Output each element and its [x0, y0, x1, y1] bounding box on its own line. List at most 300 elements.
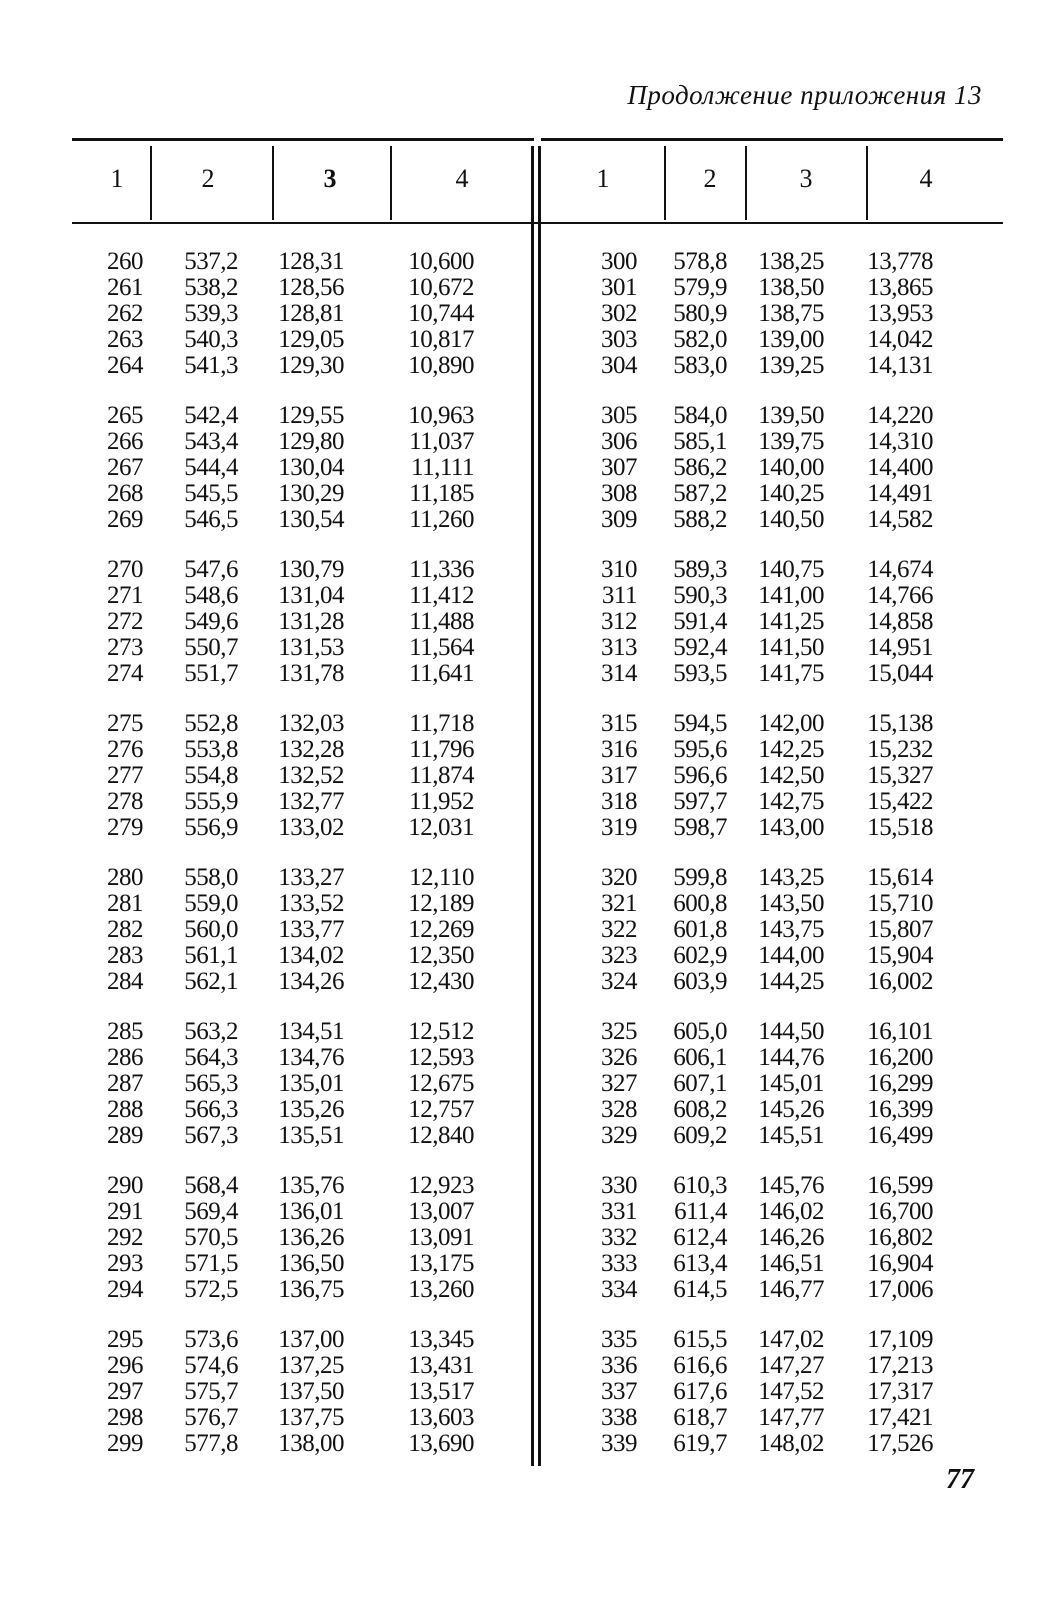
table-row	[541, 1045, 1003, 1071]
table-cell-col-1: 324	[601, 968, 637, 995]
table-row	[0, 557, 530, 583]
table-cell-col-1: 312	[601, 608, 637, 635]
table-cell-col-3: 136,26	[278, 1224, 344, 1251]
table-cell-col-4: 15,807	[867, 916, 933, 943]
table-row	[0, 917, 530, 943]
table-cell-col-3: 138,25	[758, 248, 824, 275]
table-cell-col-1: 300	[601, 248, 637, 275]
table-row	[541, 943, 1003, 969]
table-row	[0, 891, 530, 917]
table-cell-col-1: 283	[107, 942, 143, 969]
table-cell-col-1: 311	[601, 582, 637, 609]
table-row	[0, 1251, 530, 1277]
table-cell-col-3: 129,05	[278, 326, 344, 353]
table-cell-col-1: 330	[601, 1172, 637, 1199]
table-cell-col-1: 337	[601, 1378, 637, 1405]
table-cell-col-1: 295	[107, 1326, 143, 1353]
table-row	[541, 635, 1003, 661]
table-cell-col-4: 12,512	[408, 1018, 474, 1045]
center-double-rule-a	[531, 146, 534, 1466]
table-cell-col-3: 139,00	[758, 326, 824, 353]
table-row	[541, 711, 1003, 737]
table-cell-col-2: 558,0	[184, 864, 238, 891]
table-cell-col-3: 147,52	[758, 1378, 824, 1405]
table-row	[0, 507, 530, 533]
table-cell-col-4: 12,110	[409, 864, 474, 891]
row-group	[0, 557, 530, 687]
table-cell-col-3: 139,75	[758, 428, 824, 455]
table-cell-col-2: 552,8	[184, 710, 238, 737]
right-table-body	[541, 249, 1003, 1481]
table-cell-col-1: 282	[107, 916, 143, 943]
table-cell-col-2: 539,3	[184, 300, 238, 327]
table-cell-col-2: 601,8	[673, 916, 727, 943]
table-cell-col-3: 141,00	[758, 582, 824, 609]
row-group	[0, 1019, 530, 1149]
table-row	[0, 275, 530, 301]
table-cell-col-3: 142,00	[758, 710, 824, 737]
table-cell-col-4: 14,582	[867, 506, 933, 533]
table-row	[541, 1123, 1003, 1149]
table-cell-col-4: 17,526	[867, 1430, 933, 1457]
table-cell-col-1: 303	[601, 326, 637, 353]
table-row	[0, 1225, 530, 1251]
table-cell-col-2: 584,0	[673, 402, 727, 429]
table-cell-col-4: 10,817	[408, 326, 474, 353]
table-cell-col-3: 144,00	[758, 942, 824, 969]
table-cell-col-2: 607,1	[673, 1070, 727, 1097]
table-cell-col-4: 14,042	[867, 326, 933, 353]
table-cell-col-3: 130,29	[278, 480, 344, 507]
table-cell-col-3: 136,75	[278, 1276, 344, 1303]
table-cell-col-4: 11,952	[409, 788, 474, 815]
table-cell-col-2: 571,5	[184, 1250, 238, 1277]
table-cell-col-2: 546,5	[184, 506, 238, 533]
table-cell-col-2: 614,5	[673, 1276, 727, 1303]
table-cell-col-1: 336	[601, 1352, 637, 1379]
header-col-2-right: 2	[703, 164, 717, 193]
table-cell-col-3: 137,75	[278, 1404, 344, 1431]
table-cell-col-1: 263	[107, 326, 143, 353]
table-cell-col-4: 13,778	[867, 248, 933, 275]
table-cell-col-4: 16,399	[867, 1096, 933, 1123]
table-row	[0, 327, 530, 353]
table-cell-col-4: 11,874	[409, 762, 474, 789]
table-row	[541, 763, 1003, 789]
table-cell-col-2: 566,3	[184, 1096, 238, 1123]
table-cell-col-4: 12,350	[408, 942, 474, 969]
table-row	[0, 1405, 530, 1431]
table-row	[0, 1019, 530, 1045]
table-cell-col-3: 129,30	[278, 352, 344, 379]
table-cell-col-2: 541,3	[184, 352, 238, 379]
table-cell-col-3: 139,50	[758, 402, 824, 429]
table-row	[0, 429, 530, 455]
table-cell-col-3: 132,28	[278, 736, 344, 763]
table-cell-col-1: 277	[107, 762, 143, 789]
table-cell-col-1: 271	[107, 582, 143, 609]
table-cell-col-1: 280	[107, 864, 143, 891]
table-cell-col-3: 132,77	[278, 788, 344, 815]
table-cell-col-2: 613,4	[673, 1250, 727, 1277]
table-row	[541, 1379, 1003, 1405]
table-cell-col-3: 141,75	[758, 660, 824, 687]
table-cell-col-3: 131,78	[278, 660, 344, 687]
table-cell-col-1: 331	[601, 1198, 637, 1225]
table-cell-col-4: 11,185	[409, 480, 474, 507]
table-cell-col-2: 537,2	[184, 248, 238, 275]
table-cell-col-2: 582,0	[673, 326, 727, 353]
header-col-3-right: 3	[799, 164, 813, 193]
table-cell-col-1: 286	[107, 1044, 143, 1071]
table-cell-col-3: 141,25	[758, 608, 824, 635]
table-cell-col-1: 272	[107, 608, 143, 635]
table-cell-col-2: 606,1	[673, 1044, 727, 1071]
table-cell-col-1: 275	[107, 710, 143, 737]
table-cell-col-3: 131,28	[278, 608, 344, 635]
table-cell-col-4: 11,037	[409, 428, 474, 455]
table-row	[541, 583, 1003, 609]
table-row	[0, 1123, 530, 1149]
table-row	[541, 1097, 1003, 1123]
table-cell-col-1: 326	[601, 1044, 637, 1071]
table-cell-col-2: 605,0	[673, 1018, 727, 1045]
table-row	[541, 1431, 1003, 1457]
table-cell-col-2: 602,9	[673, 942, 727, 969]
table-cell-col-2: 545,5	[184, 480, 238, 507]
header-col-2-left: 2	[201, 164, 215, 193]
table-cell-col-4: 14,310	[867, 428, 933, 455]
table-cell-col-2: 597,7	[673, 788, 727, 815]
table-cell-col-3: 142,75	[758, 788, 824, 815]
table-cell-col-4: 10,744	[408, 300, 474, 327]
table-cell-col-3: 135,51	[278, 1122, 344, 1149]
row-group	[541, 403, 1003, 533]
table-cell-col-2: 572,5	[184, 1276, 238, 1303]
table-cell-col-1: 328	[601, 1096, 637, 1123]
table-cell-col-2: 563,2	[184, 1018, 238, 1045]
table-cell-col-1: 339	[601, 1430, 637, 1457]
table-cell-col-2: 599,8	[673, 864, 727, 891]
table-cell-col-2: 588,2	[673, 506, 727, 533]
table-cell-col-4: 13,603	[408, 1404, 474, 1431]
table-cell-col-3: 140,25	[758, 480, 824, 507]
table-cell-col-2: 618,7	[673, 1404, 727, 1431]
table-cell-col-1: 323	[601, 942, 637, 969]
header-col-4-right: 4	[919, 164, 933, 193]
table-cell-col-3: 133,77	[278, 916, 344, 943]
table-cell-col-1: 327	[601, 1070, 637, 1097]
table-cell-col-1: 287	[107, 1070, 143, 1097]
table-cell-col-4: 13,953	[867, 300, 933, 327]
table-row	[541, 1277, 1003, 1303]
table-cell-col-2: 589,3	[673, 556, 727, 583]
table-row	[541, 1405, 1003, 1431]
table-cell-col-3: 147,02	[758, 1326, 824, 1353]
table-cell-col-2: 547,6	[184, 556, 238, 583]
table-cell-col-2: 575,7	[184, 1378, 238, 1405]
table-cell-col-2: 555,9	[184, 788, 238, 815]
table-cell-col-3: 145,26	[758, 1096, 824, 1123]
table-cell-col-3: 132,52	[278, 762, 344, 789]
table-cell-col-4: 16,299	[867, 1070, 933, 1097]
table-cell-col-1: 288	[107, 1096, 143, 1123]
table-cell-col-2: 544,4	[184, 454, 238, 481]
table-cell-col-4: 16,101	[867, 1018, 933, 1045]
table-cell-col-1: 265	[107, 402, 143, 429]
table-row	[541, 1199, 1003, 1225]
row-group	[0, 1173, 530, 1303]
table-cell-col-3: 145,51	[758, 1122, 824, 1149]
table-cell-col-1: 332	[601, 1224, 637, 1251]
table-row	[0, 455, 530, 481]
table-cell-col-4: 12,269	[408, 916, 474, 943]
table-cell-col-3: 142,25	[758, 736, 824, 763]
table-cell-col-2: 609,2	[673, 1122, 727, 1149]
table-cell-col-3: 129,55	[278, 402, 344, 429]
table-cell-col-1: 302	[601, 300, 637, 327]
table-row	[541, 1173, 1003, 1199]
table-cell-col-1: 266	[107, 428, 143, 455]
table-cell-col-2: 538,2	[184, 274, 238, 301]
table-cell-col-4: 16,002	[867, 968, 933, 995]
row-group	[0, 249, 530, 379]
table-cell-col-2: 574,6	[184, 1352, 238, 1379]
table-cell-col-3: 145,01	[758, 1070, 824, 1097]
table-cell-col-2: 564,3	[184, 1044, 238, 1071]
table-cell-col-4: 14,951	[867, 634, 933, 661]
table-cell-col-4: 13,007	[408, 1198, 474, 1225]
table-cell-col-3: 139,25	[758, 352, 824, 379]
table-row	[541, 455, 1003, 481]
table-cell-col-2: 580,9	[673, 300, 727, 327]
table-cell-col-4: 17,109	[867, 1326, 933, 1353]
table-row	[541, 661, 1003, 687]
table-cell-col-3: 128,81	[278, 300, 344, 327]
table-cell-col-3: 138,75	[758, 300, 824, 327]
table-row	[541, 737, 1003, 763]
table-cell-col-4: 15,422	[867, 788, 933, 815]
table-cell-col-3: 130,04	[278, 454, 344, 481]
table-cell-col-3: 128,31	[278, 248, 344, 275]
table-cell-col-4: 14,220	[867, 402, 933, 429]
table-cell-col-1: 294	[107, 1276, 143, 1303]
table-row	[0, 711, 530, 737]
table-cell-col-2: 553,8	[184, 736, 238, 763]
table-cell-col-4: 13,345	[408, 1326, 474, 1353]
table-row	[0, 583, 530, 609]
table-cell-col-4: 11,718	[409, 710, 474, 737]
table-row	[0, 1045, 530, 1071]
table-cell-col-1: 317	[601, 762, 637, 789]
table-cell-col-2: 598,7	[673, 814, 727, 841]
table-cell-col-3: 136,01	[278, 1198, 344, 1225]
table-cell-col-3: 143,75	[758, 916, 824, 943]
table-cell-col-4: 13,517	[408, 1378, 474, 1405]
table-cell-col-1: 306	[601, 428, 637, 455]
table-row	[0, 1097, 530, 1123]
header-separator	[272, 146, 274, 220]
table-cell-col-2: 587,2	[673, 480, 727, 507]
table-row	[0, 1379, 530, 1405]
table-cell-col-2: 554,8	[184, 762, 238, 789]
row-group	[541, 1327, 1003, 1457]
table-cell-col-3: 129,80	[278, 428, 344, 455]
table-cell-col-2: 577,8	[184, 1430, 238, 1457]
table-row	[0, 763, 530, 789]
table-cell-col-4: 11,796	[409, 736, 474, 763]
table-cell-col-1: 307	[601, 454, 637, 481]
table-cell-col-3: 134,26	[278, 968, 344, 995]
row-group	[541, 249, 1003, 379]
table-cell-col-3: 144,50	[758, 1018, 824, 1045]
table-cell-col-2: 573,6	[184, 1326, 238, 1353]
table-cell-col-4: 10,600	[408, 248, 474, 275]
table-row	[0, 661, 530, 687]
header-col-3-left: 3	[323, 164, 337, 193]
table-cell-col-3: 138,00	[278, 1430, 344, 1457]
page-number: 77	[946, 1464, 974, 1495]
table-cell-col-1: 296	[107, 1352, 143, 1379]
table-cell-col-2: 600,8	[673, 890, 727, 917]
table-cell-col-4: 16,200	[867, 1044, 933, 1071]
table-row	[0, 1173, 530, 1199]
table-cell-col-3: 130,54	[278, 506, 344, 533]
table-row	[0, 635, 530, 661]
table-cell-col-1: 301	[601, 274, 637, 301]
table-cell-col-4: 10,890	[408, 352, 474, 379]
table-cell-col-1: 325	[601, 1018, 637, 1045]
table-cell-col-2: 560,0	[184, 916, 238, 943]
table-cell-col-3: 137,50	[278, 1378, 344, 1405]
table-row	[541, 789, 1003, 815]
table-cell-col-1: 261	[107, 274, 143, 301]
header-separator	[745, 146, 747, 220]
table-cell-col-2: 578,8	[673, 248, 727, 275]
table-row	[541, 301, 1003, 327]
table-cell-col-3: 134,02	[278, 942, 344, 969]
table-cell-col-4: 11,336	[409, 556, 474, 583]
table-cell-col-3: 130,79	[278, 556, 344, 583]
table-cell-col-1: 334	[601, 1276, 637, 1303]
table-cell-col-4: 16,904	[867, 1250, 933, 1277]
table-row	[0, 481, 530, 507]
table-row	[0, 353, 530, 379]
table-row	[0, 815, 530, 841]
table-cell-col-1: 276	[107, 736, 143, 763]
table-cell-col-2: 611,4	[674, 1198, 727, 1225]
table-cell-col-2: 610,3	[673, 1172, 727, 1199]
table-row	[541, 327, 1003, 353]
table-row	[0, 1071, 530, 1097]
table-cell-col-3: 133,02	[278, 814, 344, 841]
table-cell-col-1: 333	[601, 1250, 637, 1277]
table-cell-col-3: 143,00	[758, 814, 824, 841]
table-row	[541, 1071, 1003, 1097]
table-cell-col-2: 585,1	[673, 428, 727, 455]
table-row	[0, 1353, 530, 1379]
row-group	[0, 1327, 530, 1457]
table-cell-col-3: 146,51	[758, 1250, 824, 1277]
row-group	[541, 1019, 1003, 1149]
table-cell-col-4: 15,327	[867, 762, 933, 789]
table-cell-col-4: 11,564	[409, 634, 474, 661]
table-cell-col-1: 260	[107, 248, 143, 275]
table-cell-col-4: 12,189	[408, 890, 474, 917]
table-cell-col-4: 15,614	[867, 864, 933, 891]
table-cell-col-3: 140,50	[758, 506, 824, 533]
table-row	[0, 1431, 530, 1457]
table-cell-col-2: 615,5	[673, 1326, 727, 1353]
table-cell-col-3: 134,76	[278, 1044, 344, 1071]
table-row	[541, 249, 1003, 275]
table-cell-col-2: 583,0	[673, 352, 727, 379]
table-cell-col-3: 131,53	[278, 634, 344, 661]
top-rule-right	[541, 138, 1003, 141]
table-cell-col-4: 16,700	[867, 1198, 933, 1225]
table-cell-col-1: 268	[107, 480, 143, 507]
table-cell-col-4: 15,710	[867, 890, 933, 917]
table-cell-col-2: 592,4	[673, 634, 727, 661]
table-cell-col-1: 315	[601, 710, 637, 737]
table-cell-col-2: 616,6	[673, 1352, 727, 1379]
table-cell-col-2: 576,7	[184, 1404, 238, 1431]
table-cell-col-4: 16,499	[867, 1122, 933, 1149]
table-cell-col-2: 590,3	[673, 582, 727, 609]
table-row	[541, 891, 1003, 917]
table-row	[541, 275, 1003, 301]
table-row	[541, 609, 1003, 635]
table-cell-col-2: 595,6	[673, 736, 727, 763]
table-cell-col-2: 550,7	[184, 634, 238, 661]
table-row	[0, 403, 530, 429]
table-cell-col-1: 335	[601, 1326, 637, 1353]
table-cell-col-1: 309	[601, 506, 637, 533]
table-cell-col-3: 140,75	[758, 556, 824, 583]
table-row	[541, 865, 1003, 891]
table-cell-col-1: 318	[601, 788, 637, 815]
table-cell-col-2: 543,4	[184, 428, 238, 455]
header-separator	[390, 146, 392, 220]
header-separator	[866, 146, 868, 220]
table-cell-col-1: 316	[601, 736, 637, 763]
table-cell-col-3: 134,51	[278, 1018, 344, 1045]
table-cell-col-2: 608,2	[673, 1096, 727, 1123]
table-cell-col-4: 12,757	[408, 1096, 474, 1123]
table-row	[0, 969, 530, 995]
table-row	[541, 557, 1003, 583]
table-cell-col-2: 548,6	[184, 582, 238, 609]
table-cell-col-1: 273	[107, 634, 143, 661]
table-row	[541, 1327, 1003, 1353]
table-cell-col-1: 270	[107, 556, 143, 583]
table-row	[541, 1225, 1003, 1251]
left-table-body	[0, 249, 530, 1481]
table-cell-col-3: 135,26	[278, 1096, 344, 1123]
table-row	[541, 353, 1003, 379]
table-cell-col-3: 135,76	[278, 1172, 344, 1199]
table-cell-col-3: 146,02	[758, 1198, 824, 1225]
table-cell-col-3: 144,25	[758, 968, 824, 995]
table-cell-col-1: 304	[601, 352, 637, 379]
top-rule-left	[72, 138, 534, 141]
table-row	[0, 865, 530, 891]
table-cell-col-2: 569,4	[184, 1198, 238, 1225]
table-cell-col-2: 540,3	[184, 326, 238, 353]
table-row	[0, 1277, 530, 1303]
table-cell-col-1: 291	[107, 1198, 143, 1225]
table-cell-col-2: 559,0	[184, 890, 238, 917]
